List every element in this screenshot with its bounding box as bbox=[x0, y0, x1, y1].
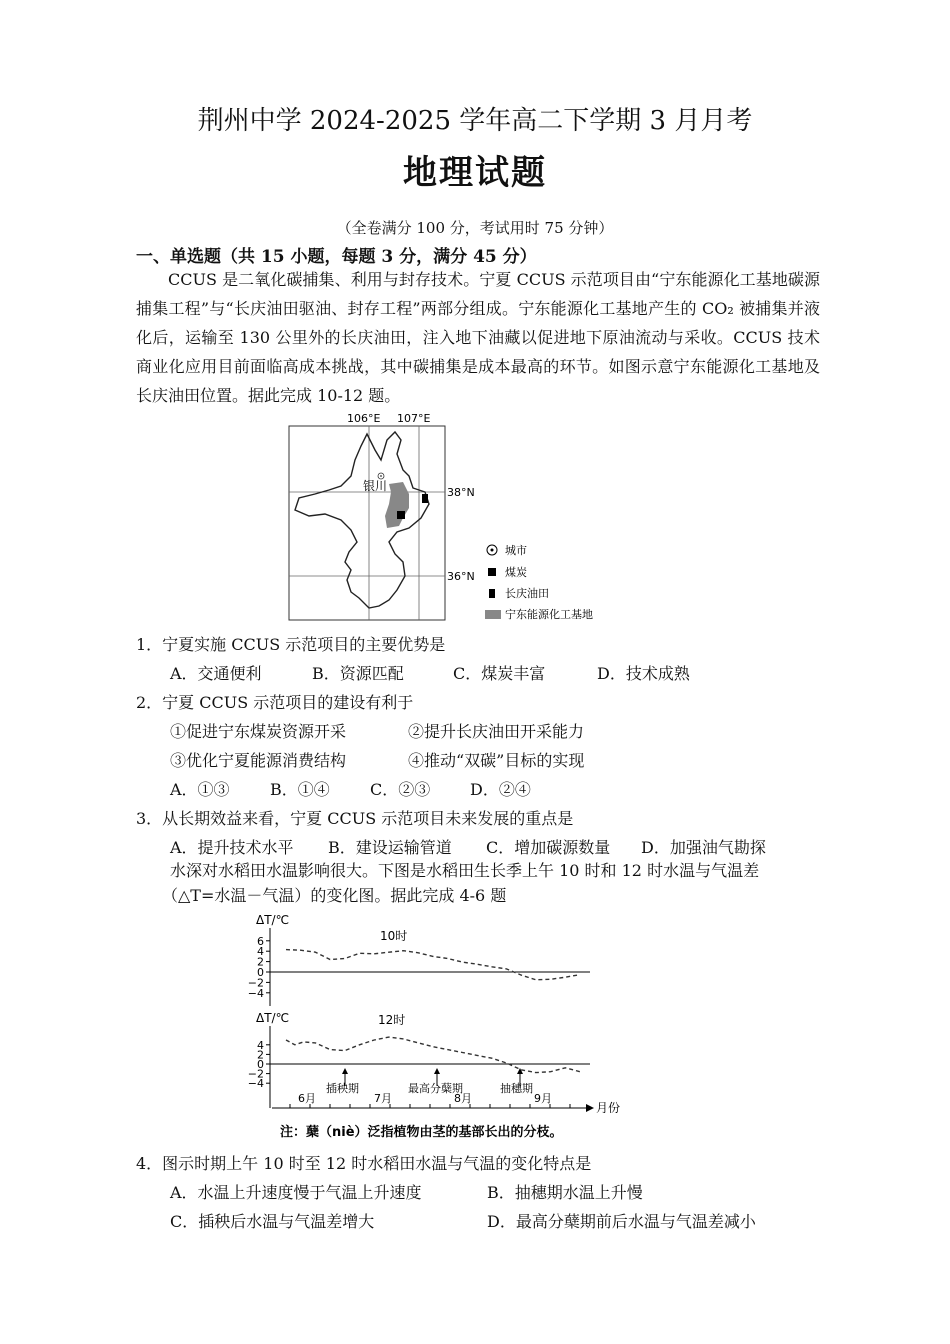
chart1-ytick-label: 2 bbox=[257, 955, 264, 969]
event-tillering: 最高分蘖期 bbox=[408, 1082, 463, 1095]
legend-oilfield: 长庆油田 bbox=[505, 587, 549, 600]
event-tillering-arrowhead bbox=[434, 1068, 440, 1074]
series-10h-line bbox=[286, 950, 580, 980]
q2-stem: 2．宁夏 CCUS 示范项目的建设有利于 bbox=[136, 693, 414, 712]
event-transplant: 插秧期 bbox=[326, 1082, 359, 1095]
xaxis-arrow bbox=[586, 1104, 594, 1112]
event-transplant-arrowhead bbox=[342, 1068, 348, 1074]
legend-city-icon-dot bbox=[491, 549, 494, 552]
chart-caption: 注：蘖（niè）泛指植物由茎的基部长出的分枝。 bbox=[280, 1125, 563, 1140]
lon-label-106: 106°E bbox=[347, 412, 381, 425]
q2-item-3: ③优化宁夏能源消费结构 bbox=[170, 751, 347, 770]
chart1-ytick-label: 6 bbox=[257, 934, 264, 948]
q1-option-c[interactable]: C．煤炭丰富 bbox=[453, 664, 546, 683]
city-marker-dot bbox=[380, 475, 382, 477]
chart2-ytick-label: 4 bbox=[257, 1038, 264, 1052]
chart2-ytick-label: 2 bbox=[257, 1048, 264, 1062]
chart1-ytick-label: 0 bbox=[257, 966, 264, 979]
q4-option-a[interactable]: A．水温上升速度慢于气温上升速度 bbox=[170, 1183, 422, 1202]
chart1-ytick-label: 4 bbox=[257, 945, 264, 959]
exam-title: 荆州中学 2024-2025 学年高二下学期 3 月月考 bbox=[197, 106, 753, 136]
q3-stem: 3．从长期效益来看，宁夏 CCUS 示范项目未来发展的重点是 bbox=[136, 809, 574, 828]
month-aug: 8月 bbox=[454, 1092, 472, 1105]
city-label-yinchuan: 银川 bbox=[363, 479, 388, 493]
chart2-ytick-label: −2 bbox=[247, 1067, 264, 1081]
q3-option-a[interactable]: A．提升技术水平 bbox=[170, 838, 294, 857]
legend-coal: 煤炭 bbox=[505, 566, 527, 579]
q1-option-b[interactable]: B．资源匹配 bbox=[312, 664, 404, 683]
passage-rice-line1: 水深对水稻田水温影响很大。下图是水稻田生长季上午 10 时和 12 时水温与气温差 bbox=[170, 861, 760, 880]
lat-label-38: 38°N bbox=[447, 486, 475, 499]
xaxis-unit: 月份 bbox=[596, 1101, 621, 1115]
chart1-ytick-label: −2 bbox=[247, 976, 264, 990]
q1-stem: 1．宁夏实施 CCUS 示范项目的主要优势是 bbox=[136, 635, 446, 654]
lat-label-36: 36°N bbox=[447, 570, 475, 583]
q1-option-d[interactable]: D．技术成熟 bbox=[597, 664, 690, 683]
month-sep: 9月 bbox=[534, 1092, 552, 1105]
q2-item-4: ④推动“双碳”目标的实现 bbox=[408, 751, 585, 770]
q4-option-c[interactable]: C．插秧后水温与气温差增大 bbox=[170, 1212, 375, 1231]
series-12h-label: 12时 bbox=[378, 1013, 406, 1027]
subject-title: 地理试题 bbox=[403, 153, 547, 193]
chart2-ytick-label: −4 bbox=[247, 1077, 264, 1091]
section-heading: 一、单选题（共 15 小题，每题 3 分，满分 45 分） bbox=[136, 247, 537, 267]
ningdong-base-area bbox=[385, 482, 409, 528]
series-12h-line bbox=[286, 1037, 580, 1073]
chart2-ytick-label: 0 bbox=[257, 1058, 264, 1071]
chart1-ylabel: ΔT/℃ bbox=[256, 913, 290, 927]
ningxia-boundary bbox=[295, 432, 429, 608]
coal-marker bbox=[397, 511, 405, 519]
passage-rice-line2: （△T=水温－气温）的变化图。据此完成 4-6 题 bbox=[162, 886, 507, 905]
q2-option-d[interactable]: D．②④ bbox=[470, 780, 531, 799]
legend-base-icon bbox=[485, 610, 501, 619]
ningxia-map bbox=[285, 410, 615, 626]
q2-item-1: ①促进宁东煤炭资源开采 bbox=[170, 722, 347, 741]
q4-stem: 4．图示时期上午 10 时至 12 时水稻田水温与气温的变化特点是 bbox=[136, 1154, 592, 1173]
passage-ccus: CCUS 是二氧化碳捕集、利用与封存技术。宁夏 CCUS 示范项目由“宁东能源化工基地碳源捕集工程”与“长庆油田驱油、封存工程”两部分组成。宁东能源化工基地产生的 CO₂ 被捕集并液化后，运输至 130 公里外的长庆油田，注入地下油藏以促进地下原油流动与采收。CCUS 技术商业化应用目前面临高成本挑战，其中碳捕集是成本最高的环节。如图示意宁东能源化工基地及长庆油田位置。据此完成 10-12 题。 bbox=[136, 270, 820, 405]
legend-base: 宁东能源化工基地 bbox=[505, 608, 593, 621]
q3-option-d[interactable]: D．加强油气勘探 bbox=[641, 838, 766, 857]
q2-option-c[interactable]: C．②③ bbox=[370, 780, 431, 799]
temperature-diff-chart bbox=[247, 908, 630, 1148]
map-frame bbox=[289, 426, 445, 620]
event-heading: 抽穗期 bbox=[500, 1082, 533, 1095]
oilfield-marker bbox=[422, 494, 428, 503]
month-ticks bbox=[290, 1104, 570, 1108]
exam-note: （全卷满分 100 分，考试用时 75 分钟） bbox=[336, 219, 614, 237]
q1-option-a[interactable]: A．交通便利 bbox=[170, 664, 262, 683]
q3-option-b[interactable]: B．建设运输管道 bbox=[328, 838, 452, 857]
legend-oilfield-icon bbox=[489, 589, 495, 598]
q4-option-d[interactable]: D．最高分蘖期前后水温与气温差减小 bbox=[487, 1212, 756, 1231]
series-10h-label: 10时 bbox=[380, 929, 408, 943]
lon-label-107: 107°E bbox=[397, 412, 431, 425]
legend-city: 城市 bbox=[505, 544, 527, 557]
chart2-ylabel: ΔT/℃ bbox=[256, 1011, 290, 1025]
q2-item-2: ②提升长庆油田开采能力 bbox=[408, 722, 585, 741]
q3-option-c[interactable]: C．增加碳源数量 bbox=[486, 838, 611, 857]
q2-option-a[interactable]: A．①③ bbox=[170, 780, 230, 799]
legend-coal-icon bbox=[488, 568, 496, 576]
q2-option-b[interactable]: B．①④ bbox=[270, 780, 330, 799]
month-jul: 7月 bbox=[374, 1092, 392, 1105]
chart1-ytick-label: −4 bbox=[247, 986, 264, 1000]
month-jun: 6月 bbox=[298, 1092, 316, 1105]
q4-option-b[interactable]: B．抽穗期水温上升慢 bbox=[487, 1183, 643, 1202]
